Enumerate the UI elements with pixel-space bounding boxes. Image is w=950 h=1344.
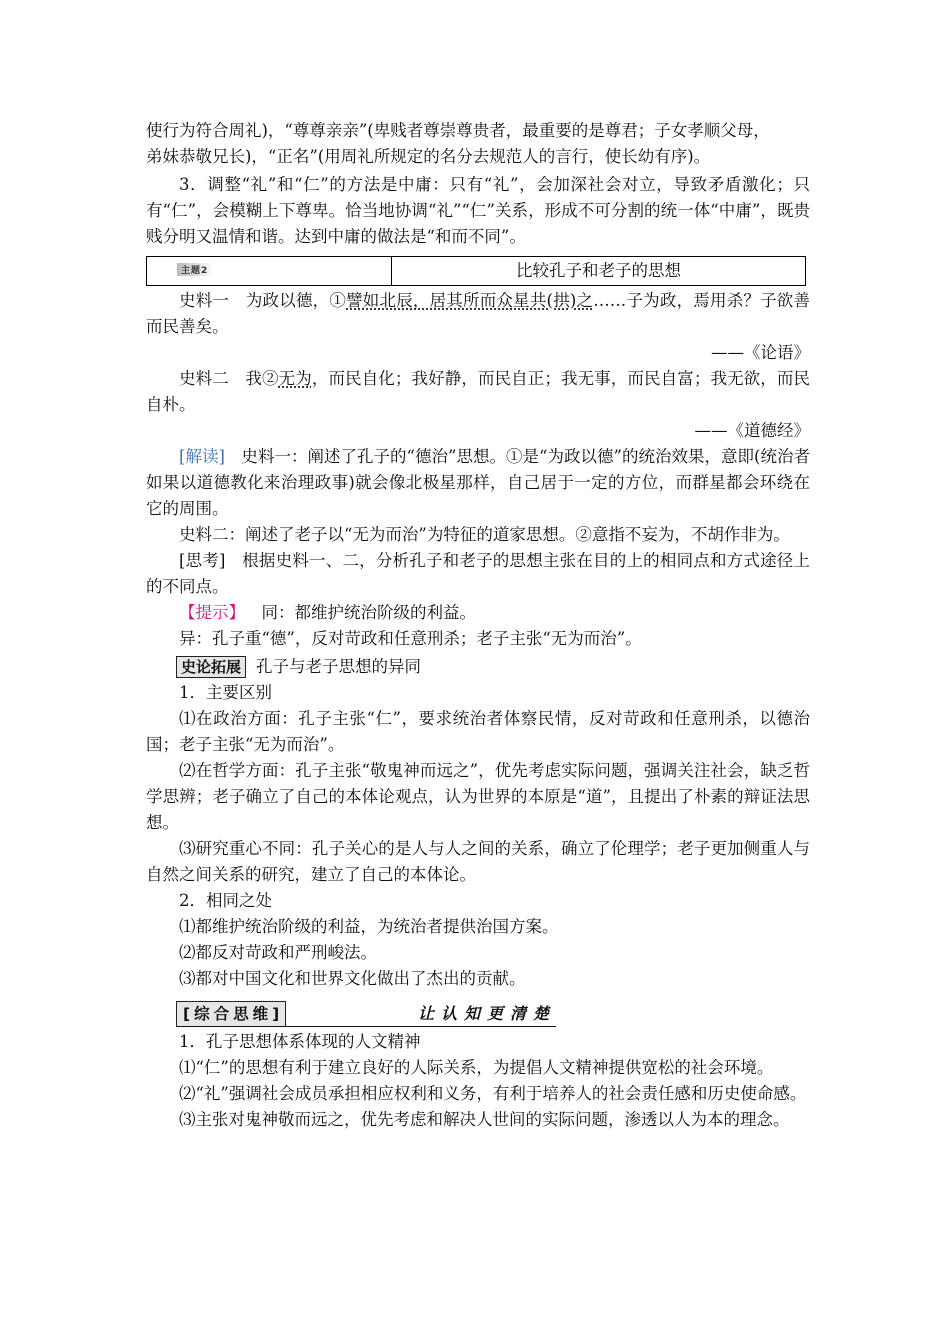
synthesis-i3: ⑶主张对鬼神敬而远之，优先考虑和解决人世间的实际问题，渗透以人为本的理念。 xyxy=(179,1110,790,1129)
expand-h2: 2．相同之处 xyxy=(179,891,272,910)
source-1-label: 史料一 xyxy=(179,291,230,310)
expand-heading xyxy=(146,654,810,680)
expand-d3: ⑶研究重心不同：孔子关心的是人与人之间的关系，确立了伦理学；老子更加侧重人与自然之间关系的研究，建立了自己的本体论。 xyxy=(146,839,810,884)
think-paragraph: [思考] 根据史料一、二，分析孔子和老子的思想主张在目的上的相同点和方式途径上的不同点。 xyxy=(146,551,811,596)
expand-d1: ⑴在政治方面：孔子主张“仁”，要求统治者体察民情，反对苛政和任意刑杀，以德治国；老子主张“无为而治”。 xyxy=(146,709,810,754)
point-3-paragraph: 3．调整“礼”和“仁”的方法是中庸：只有“礼”，会加深社会对立，导致矛盾激化；只有“仁”，会模糊上下尊卑。恰当地协调“礼”“仁”关系，形成不可分割的统一体“中庸”，既贵贱分明又温情和谐。达到中庸的做法是“和而不同”。 xyxy=(146,175,810,246)
intro-line-1: 使行为符合周礼)，“尊尊亲亲”(卑贱者尊崇尊贵者，最重要的是尊君；子女孝顺父母， xyxy=(146,121,770,140)
hint-tag: 【提示】 xyxy=(179,603,245,622)
topic-badge: 主题2 xyxy=(177,263,214,276)
synthesis-i1: ⑴“仁”的思想有利于建立良好的人际关系，为提倡人文精神提供宽松的社会环境。 xyxy=(179,1058,774,1077)
synthesis-tag: [综合思维] xyxy=(176,1001,286,1026)
reading-paragraph-2: 史料二：阐述了老子以“无为而治”为特征的道家思想。②意指不妄为，不胡作非为。 xyxy=(179,525,790,544)
synthesis-title: 让认知更清楚 xyxy=(417,1004,556,1023)
expand-d2: ⑵在哲学方面：孔子主张“敬鬼神而远之”，优先考虑实际问题，强调关注社会，缺乏哲学思辨；老子确立了自己的本体论观点，认为世界的本原是“道”，且提出了朴素的辩证法思想。 xyxy=(146,761,810,832)
expand-s1: ⑴都维护统治阶级的利益，为统治者提供治国方案。 xyxy=(179,917,559,936)
source-2-underlined: 无为 xyxy=(278,369,312,388)
topic-header-table xyxy=(146,256,806,286)
expand-title: 孔子与老子思想的异同 xyxy=(256,657,422,676)
source-2: 史料二 我②无为，而民自化；我好静，而民自正；我无事，而民自富；我无欲，而民自朴。 xyxy=(146,369,811,414)
source-1-underlined: 譬如北辰，居其所而众星共(拱)之 xyxy=(346,291,594,310)
expand-s2: ⑵都反对苛政和严刑峻法。 xyxy=(179,943,377,962)
intro-line-2: 弟妹恭敬兄长)，“正名”(用周礼所规定的名分去规范人的言行，使长幼有序)。 xyxy=(146,147,711,166)
expand-tag: 史论拓展 xyxy=(176,656,246,678)
synthesis-h1: 1．孔子思想体系体现的人文精神 xyxy=(179,1032,421,1051)
source-2-label: 史料二 xyxy=(179,369,229,388)
reading-tag: [解读] xyxy=(179,447,225,466)
source-2-citation: ——《道德经》 xyxy=(694,421,810,440)
reading-paragraph-1: [解读] 史料一：阐述了孔子的“德治”思想。①是“为政以德”的统治效果，意即(统治者如果以道德教化来治理政事)就会像北极星那样，自己居于一定的方位，而群星都会环绕在它的周围。 xyxy=(146,447,811,518)
hint-same: 【提示】 同：都维护统治阶级的利益。 xyxy=(179,603,476,622)
hint-diff: 异：孔子重“德”，反对苛政和任意刑杀；老子主张“无为而治”。 xyxy=(179,629,642,648)
source-1-citation: ——《论语》 xyxy=(711,343,810,362)
think-tag: [思考] xyxy=(179,551,226,570)
expand-s3: ⑶都对中国文化和世界文化做出了杰出的贡献。 xyxy=(179,969,526,988)
synthesis-banner xyxy=(176,998,556,1027)
source-1: 史料一 为政以德，①譬如北辰，居其所而众星共(拱)之……子为政，焉用杀？子欲善而民善矣。 xyxy=(146,291,811,336)
expand-h1: 1．主要区别 xyxy=(179,683,272,702)
topic-title: 比较孔子和老子的思想 xyxy=(516,261,681,280)
synthesis-i2: ⑵“礼”强调社会成员承担相应权利和义务，有利于培养人的社会责任感和历史使命感。 xyxy=(179,1084,807,1103)
document-page xyxy=(146,118,810,1133)
topic-badge-cell xyxy=(147,257,392,285)
